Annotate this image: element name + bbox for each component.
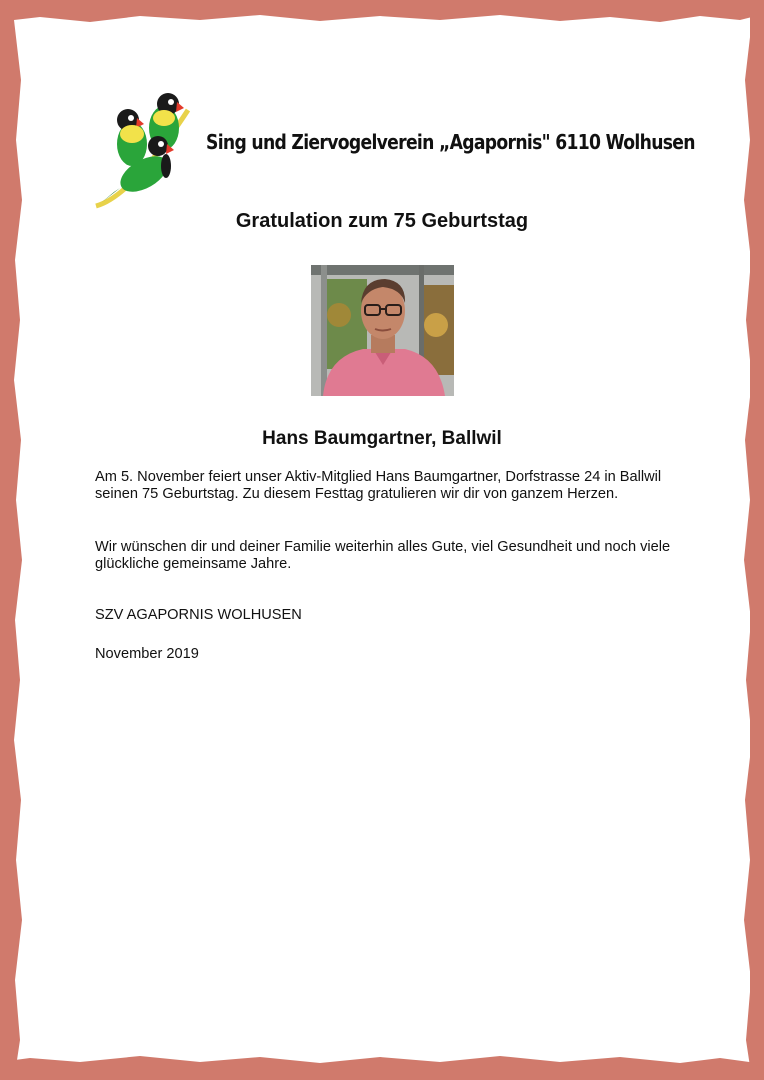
lovebirds-logo-icon xyxy=(92,92,202,214)
club-name: Sing und Ziervogelverein „Agapornis" 6110 Wolhusen xyxy=(206,130,695,154)
body-paragraph-1: Am 5. November feiert unser Aktiv-Mitglied Hans Baumgartner, Dorfstrasse 24 in Ballwil seinen 75 Geburtstag. Zu diesem Festtag gratulieren wir dir von ganzem Herzen. xyxy=(95,469,662,502)
body-paragraph-2: Wir wünschen dir und deiner Familie weiterhin alles Gute, viel Gesundheit und noch viele glückliche gemeinsame Jahre. xyxy=(95,539,671,572)
person-name: Hans Baumgartner, Ballwil xyxy=(262,428,502,449)
signature: SZV AGAPORNIS WOLHUSEN xyxy=(95,607,302,623)
portrait-photo xyxy=(311,265,454,396)
page-title: Gratulation zum 75 Geburtstag xyxy=(235,210,529,232)
date: November 2019 xyxy=(95,646,199,662)
